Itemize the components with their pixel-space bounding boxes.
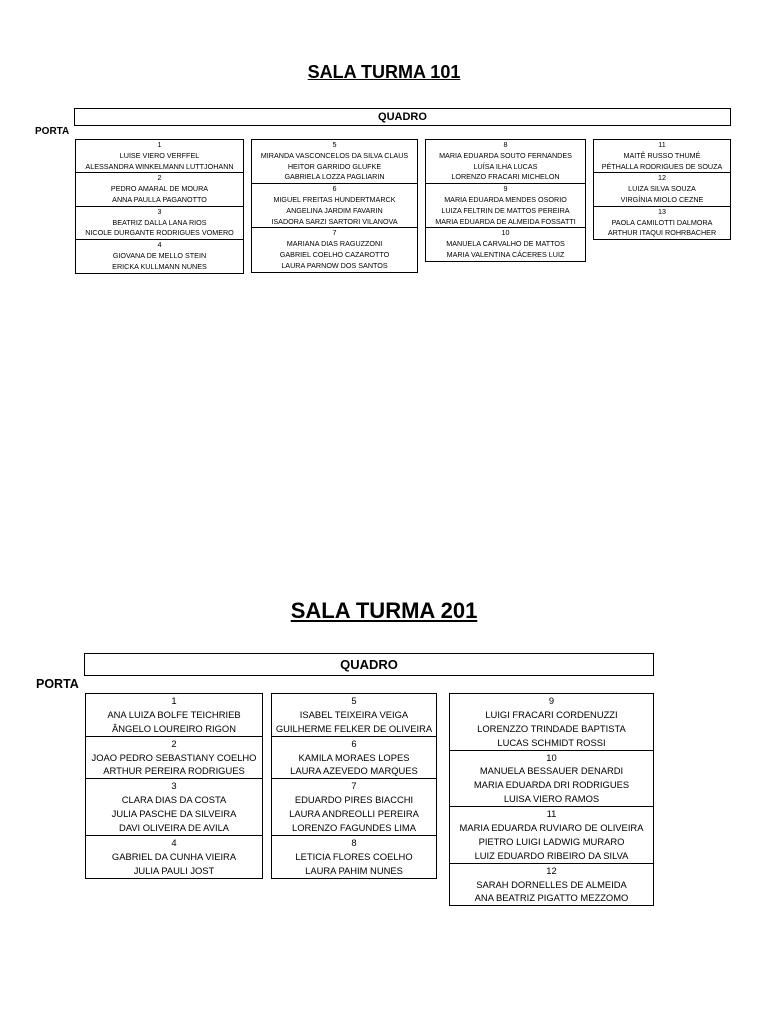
student-name: LAURA ANDREOLLI PEREIRA [289,808,419,820]
student-name: LUIZ EDUARDO RIBEIRO DA SILVA [474,849,629,861]
desk-number: 9 [548,695,555,706]
student-name: JULIA PASCHE DA SILVEIRA [111,808,237,820]
student-name: GABRIEL COELHO CAZAROTTO [279,249,390,259]
seat-column-3 [449,693,654,906]
student-name: LAURA AZEVEDO MARQUES [290,765,418,777]
student-name: BEATRIZ DALLA LANA RIOS [112,217,207,227]
desk-group [86,694,262,736]
student-name: SARAH DORNELLES DE ALMEIDA [476,878,627,890]
desk-number: 7 [351,780,357,792]
desk-group [76,239,243,272]
desk-group [76,206,243,239]
student-name: LUISE VIERO VERFFEL [119,150,200,160]
desk-group [426,140,585,183]
student-name: MARIA EDUARDA MENDES OSORIO [444,194,567,204]
student-name: VIRGÍNIA MIOLO CEZNE [620,194,704,204]
desk-group [450,806,653,863]
student-name: GABRIELA LOZZA PAGLIARIN [284,172,385,182]
desk-number: 8 [351,836,357,848]
desk-number: 5 [351,695,357,706]
student-name: ANA BEATRIZ PIGATTO MEZZOMO [474,892,629,904]
student-name: MAITÊ RUSSO THUMÉ [623,150,701,160]
student-name: ARTHUR ITAQUI ROHRBACHER [607,228,717,238]
student-name: LUCAS SCHMIDT ROSSI [497,736,606,748]
desk-group [272,835,436,878]
student-name: ANA LUIZA BOLFE TEICHRIEB [107,708,241,720]
room-title: SALA TURMA 201 [290,598,478,623]
desk-number: 9 [503,184,508,194]
student-name: LUIGI FRACARI CORDENUZZI [485,708,618,720]
desk-group [252,227,417,271]
student-name: MARIA EDUARDA DRI RODRIGUES [473,779,630,791]
door-label: PORTA [35,126,70,137]
seat-column-2 [271,693,437,879]
student-name: ARTHUR PEREIRA RODRIGUES [103,765,245,777]
door-label: PORTA [36,677,79,691]
desk-group [272,694,436,736]
student-name: LAURA PAHIM NUNES [305,864,403,876]
student-name: ÂNGELO LOUREIRO RIGON [112,722,236,734]
desk-group [272,736,436,779]
desk-number: 10 [501,228,510,238]
student-name: HEITOR GARRIDO GLUFKE [287,161,382,171]
desk-number: 4 [171,836,177,848]
seat-column-1 [85,693,263,879]
desk-group [252,183,417,227]
student-name: MARIA EDUARDA DE ALMEIDA FOSSATTI [435,216,576,226]
desk-number: 3 [171,780,177,792]
student-name: DAVI OLIVEIRA DE AVILA [118,822,230,834]
student-name: JULIA PAULI JOST [133,864,215,876]
desk-group [450,863,653,906]
student-name: MANUELA BESSAUER DENARDI [479,765,624,777]
student-name: LORENZO FAGUNDES LIMA [292,822,416,834]
desk-number: 11 [658,140,666,149]
desk-number: 6 [332,184,337,194]
student-name: EDUARDO PIRES BIACCHI [294,794,414,806]
desk-number: 11 [546,808,557,820]
desk-number: 10 [546,751,557,763]
desk-number: 12 [546,864,557,876]
student-name: PAOLA CAMILOTTI DALMORA [611,217,713,227]
student-name: PEDRO AMARAL DE MOURA [110,184,209,194]
desk-number: 2 [157,173,162,183]
student-name: LETICIA FLORES COELHO [295,850,413,862]
student-name: LUIZA FELTRIN DE MATTOS PEREIRA [441,205,570,215]
desk-number: 1 [157,140,162,149]
student-name: LUISA VIERO RAMOS [503,793,600,805]
desk-number: 7 [332,228,337,238]
desk-number: 6 [351,737,357,749]
student-name: LUÍSA ILHA LUCAS [473,161,538,171]
student-name: PIETRO LUIGI LADWIG MURARO [478,835,625,847]
desk-number: 13 [658,206,666,216]
student-name: PÉTHALLA RODRIGUES DE SOUZA [601,161,723,171]
student-name: MARIA EDUARDA RUVIARO DE OLIVEIRA [459,822,644,834]
board-label: QUADRO [74,108,731,126]
student-name: NICOLE DURGANTE RODRIGUES VOMERO [85,228,234,238]
desk-number: 1 [171,695,177,706]
student-name: GIOVANA DE MELLO STEIN [112,250,207,260]
student-name: GUILHERME FELKER DE OLIVEIRA [275,722,433,734]
seat-column-1 [75,139,244,274]
desk-group [426,183,585,227]
desk-group [86,736,262,779]
student-name: LORENZO FRACARI MICHELON [451,172,560,182]
desk-group [252,140,417,183]
desk-group [594,172,730,205]
desk-group [272,778,436,835]
student-name: LUIZA SILVA SOUZA [628,184,696,194]
student-name: LORENZZO TRINDADE BAPTISTA [477,722,626,734]
desk-group [450,750,653,807]
student-name: MIGUEL FREITAS HUNDERTMARCK [273,194,396,204]
student-name: GABRIEL DA CUNHA VIEIRA [111,850,237,862]
seat-column-2 [251,139,418,273]
student-name: ANNA PAULLA PAGANOTTO [112,194,207,204]
room-title: SALA TURMA 101 [307,62,461,82]
desk-number: 8 [503,140,508,149]
student-name: MARIANA DIAS RAGUZZONI [286,239,383,249]
student-name: ANGELINA JARDIM FAVARIN [286,205,383,215]
student-name: CLARA DIAS DA COSTA [121,794,227,806]
student-name: MARIA EDUARDA SOUTO FERNANDES [439,150,572,160]
student-name: ISABEL TEIXEIRA VEIGA [299,708,409,720]
student-name: ERICKA KULLMANN NUNES [112,261,207,271]
student-name: MIRANDA VASCONCELOS DA SILVA CLAUS [260,150,409,160]
student-name: ISADORA SARZI SARTORI VILANOVA [271,216,398,226]
desk-number: 4 [157,240,162,250]
student-name: KAMILA MORAES LOPES [298,751,410,763]
desk-number: 5 [332,140,337,149]
seat-column-4 [593,139,731,240]
student-name: JOAO PEDRO SEBASTIANY COELHO [91,751,257,763]
desk-number: 3 [157,206,162,216]
desk-group [86,835,262,878]
student-name: LAURA PARNOW DOS SANTOS [281,260,388,270]
student-name: ALESSANDRA WINKELMANN LUTTJOHANN [85,161,234,171]
student-name: MARIA VALENTINA CÁCERES LUIZ [446,249,565,259]
desk-group [86,778,262,835]
desk-group [76,140,243,172]
seat-column-3 [425,139,586,262]
desk-number: 2 [171,737,177,749]
board-label: QUADRO [84,653,654,676]
student-name: MANUELA CARVALHO DE MATTOS [446,239,565,249]
desk-group [76,172,243,205]
desk-number: 12 [658,173,666,183]
desk-group [594,140,730,172]
desk-group [426,227,585,260]
desk-group [594,206,730,239]
desk-group [450,694,653,750]
